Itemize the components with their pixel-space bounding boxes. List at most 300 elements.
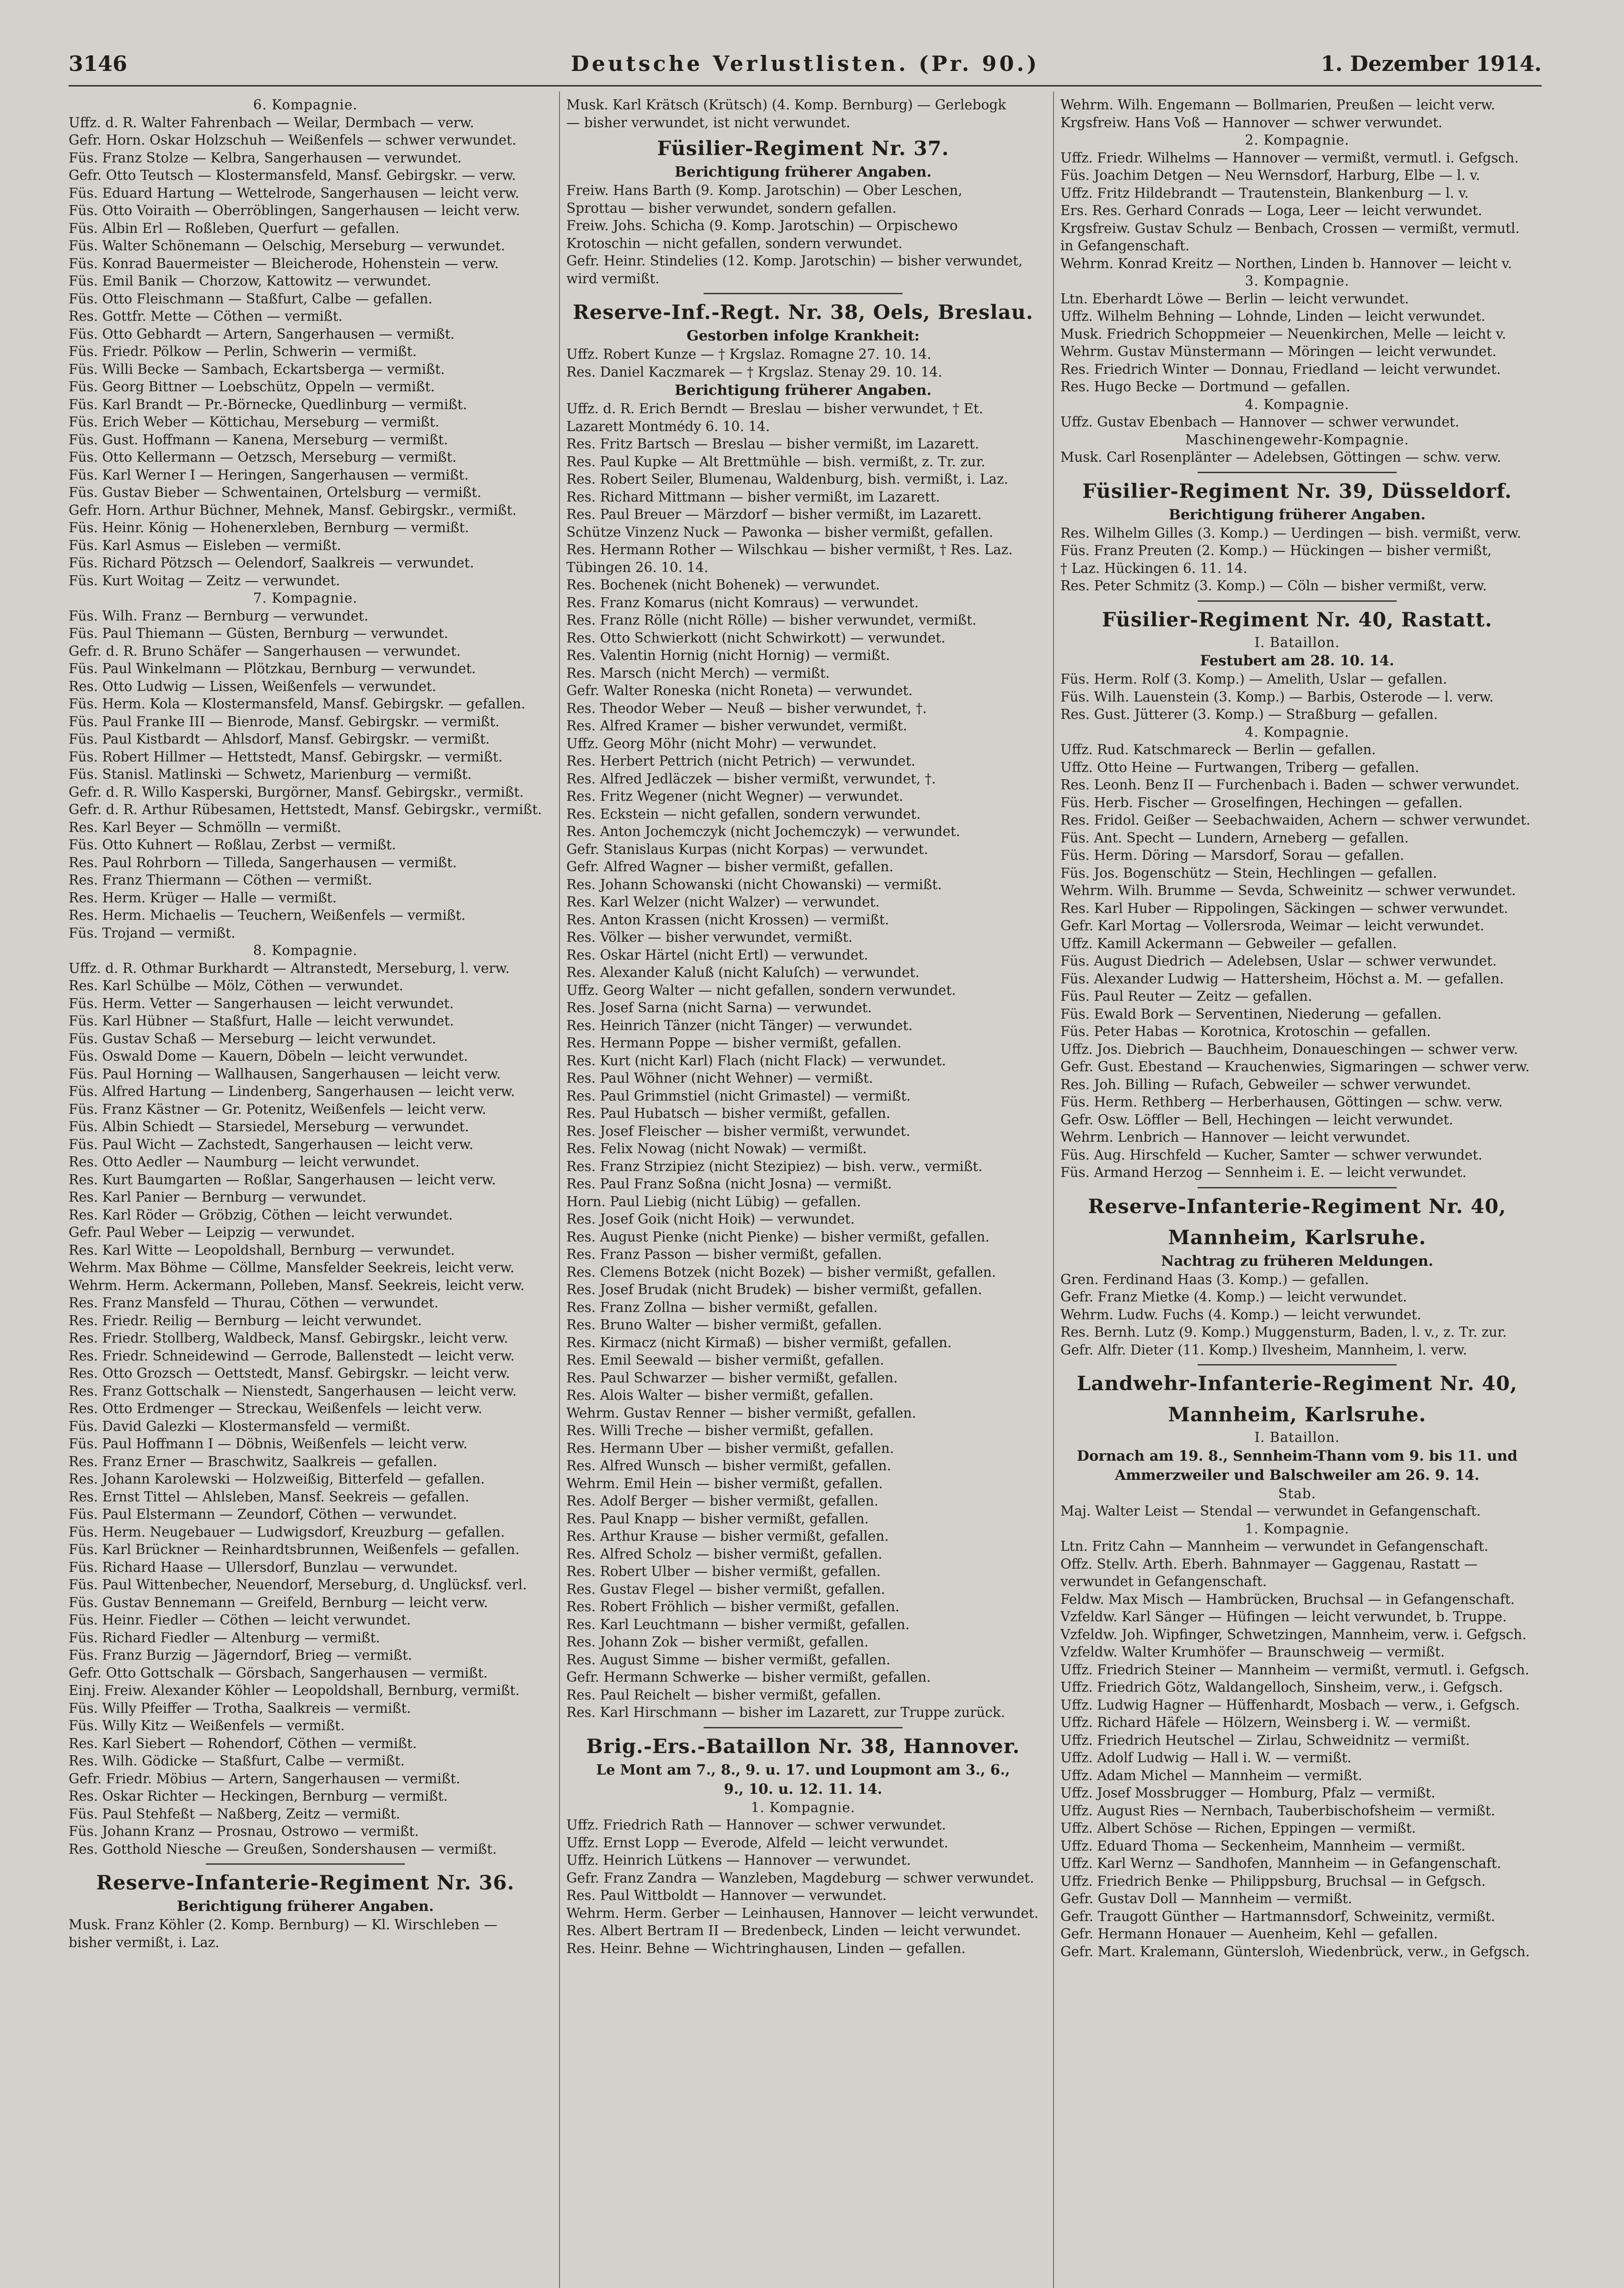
casualty-entry: Uffz. d. R. Erich Berndt — Breslau — bisher verwundet, † Et. — [566, 401, 984, 416]
casualty-entry: Füs. Karl Brückner — Reinhardtsbrunnen, Weißenfels — gefallen. — [69, 1542, 520, 1557]
casualty-entry: Füs. Armand Herzog — Sennheim i. E. — leicht verwundet. — [1060, 1165, 1467, 1180]
casualty-entry: Uffz. Rud. Katschmareck — Berlin — gefallen. — [1060, 742, 1376, 757]
casualty-entry: Res. Gotthold Niesche — Greußen, Sondershausen — vermißt. — [69, 1841, 497, 1857]
casualty-entry: Res. Alexander Kaluß (nicht Kaluſch) — verwundet. — [566, 965, 920, 980]
casualty-entry: Füs. Aug. Hirschfeld — Kucher, Samter — schwer verwundet. — [1060, 1147, 1483, 1163]
casualty-entry: Res. Bruno Walter — bisher vermißt, gefallen. — [566, 1317, 882, 1333]
casualty-entry: Res. Robert Seiler, Blumenau, Waldenburg, bish. vermißt, i. Laz. — [566, 471, 1008, 487]
casualty-entry: Wehrm. Herm. Gerber — Leinhausen, Hannover — leicht verwundet. — [566, 1905, 1039, 1921]
casualty-entry: Res. Wilh. Gödicke — Staßfurt, Calbe — vermißt. — [69, 1753, 405, 1769]
casualty-entry: Res. Richard Mittmann — bisher vermißt, im Lazarett. — [566, 489, 940, 505]
section-divider — [704, 293, 903, 294]
section-subheading: 9., 10. u. 12. 11. 14. — [724, 1781, 882, 1797]
casualty-entry: Res. Franz Erner — Braschwitz, Saalkreis — gefallen. — [69, 1453, 437, 1469]
casualty-entry: Füs. Paul Hoffmann I — Döbnis, Weißenfels — leicht verw. — [69, 1436, 468, 1452]
casualty-entry: Uffz. Adam Michel — Mannheim — vermißt. — [1060, 1767, 1363, 1783]
casualty-entry: Füs. Paul Wittenbecher, Neuendorf, Merseburg, d. Unglücksf. verl. — [69, 1577, 527, 1592]
casualty-entry: Gefr. Paul Weber — Leipzig — verwundet. — [69, 1225, 355, 1240]
casualty-entry: Wehrm. Wilh. Engemann — Bollmarien, Preußen — leicht verw. — [1060, 97, 1495, 113]
casualty-entry: Horn. Paul Liebig (nicht Lübig) — gefallen. — [566, 1193, 861, 1209]
section-subheading: Gestorben infolge Krankheit: — [686, 328, 920, 344]
column-3 — [1060, 96, 1534, 2288]
subsection-heading: 2. Kompagnie. — [1245, 132, 1350, 148]
casualty-entry: Res. Johann Zok — bisher vermißt, gefallen. — [566, 1634, 869, 1650]
casualty-entry: Wehrm. Emil Hein — bisher vermißt, gefallen. — [566, 1475, 883, 1491]
casualty-entry: Füs. Herm. Neugebauer — Ludwigsdorf, Kreuzburg — gefallen. — [69, 1524, 505, 1540]
casualty-entry: Füs. Herm. Rethberg — Herberhausen, Göttingen — schw. verw. — [1060, 1094, 1503, 1110]
casualty-entry: Res. Karl Leuchtmann — bisher vermißt, gefallen. — [566, 1616, 910, 1632]
casualty-entry: Feldw. Max Misch — Hambrücken, Bruchsal — in Gefangenschaft. — [1060, 1591, 1515, 1607]
casualty-entry: Musk. Franz Köhler (2. Komp. Bernburg) — Kl. Wirschleben — — [69, 1917, 498, 1932]
casualty-entry: † Laz. Hückingen 6. 11. 14. — [1060, 560, 1248, 576]
section-divider — [1198, 1187, 1397, 1188]
casualty-entry: Füs. Friedr. Pölkow — Perlin, Schwerin — vermißt. — [69, 344, 417, 359]
casualty-entry: Res. Theodor Weber — Neuß — bisher verwundet, †. — [566, 700, 927, 716]
casualty-entry: Res. Otto Grozsch — Oettstedt, Mansf. Gebirgskr. — leicht verw. — [69, 1365, 510, 1381]
casualty-entry: Gefr. Franz Zandra — Wanzleben, Magdeburg — schwer verwundet. — [566, 1870, 1034, 1886]
casualty-entry: Füs. Richard Fiedler — Altenburg — vermißt. — [69, 1630, 380, 1646]
casualty-entry: Res. Bernh. Lutz (9. Komp.) Muggensturm, Baden, l. v., z. Tr. zur. — [1060, 1324, 1507, 1340]
casualty-entry: Res. Fritz Bartsch — Breslau — bisher vermißt, im Lazarett. — [566, 436, 979, 452]
casualty-entry: Füs. Peter Habas — Korotnica, Krotoschin — gefallen. — [1060, 1024, 1431, 1039]
casualty-entry: Ltn. Eberhardt Löwe — Berlin — leicht verwundet. — [1060, 291, 1409, 307]
section-subheading: Nachtrag zu früheren Meldungen. — [1161, 1252, 1434, 1269]
casualty-entry: Füs. Paul Reuter — Zeitz — gefallen. — [1060, 988, 1312, 1004]
casualty-entry: Res. Fritz Wegener (nicht Wegner) — verwundet. — [566, 788, 903, 804]
casualty-entry: Res. Johann Schowanski (nicht Chowanski) — vermißt. — [566, 876, 942, 892]
casualty-entry: Res. Adolf Berger — bisher vermißt, gefallen. — [566, 1493, 879, 1509]
casualty-entry: Ers. Res. Gerhard Conrads — Loga, Leer — leicht verwundet. — [1060, 203, 1483, 218]
casualty-entry: Res. Marsch (nicht Merch) — vermißt. — [566, 665, 830, 681]
casualty-entry: Res. Paul Wittboldt — Hannover — verwundet. — [566, 1888, 887, 1903]
regiment-heading: Brig.-Ers.-Bataillon Nr. 38, Hannover. — [586, 1735, 1020, 1758]
section-subheading: Berichtigung früherer Angaben. — [177, 1898, 434, 1915]
casualty-entry: Res. Franz Gottschalk — Nienstedt, Sangerhausen — leicht verw. — [69, 1383, 517, 1399]
casualty-entry: Res. Friedr. Reilig — Bernburg — leicht verwundet. — [69, 1312, 422, 1328]
casualty-entry: Res. Eckstein — nicht gefallen, sondern verwundet. — [566, 806, 921, 822]
casualty-entry: Gefr. Otto Teutsch — Klostermansfeld, Mansf. Gebirgskr. — verw. — [69, 167, 516, 183]
casualty-entry: Uffz. Friedrich Rath — Hannover — schwer verwundet. — [566, 1817, 946, 1833]
regiment-heading: Füsilier-Regiment Nr. 40, Rastatt. — [1102, 608, 1493, 631]
casualty-entry: Uffz. Karl Wernz — Sandhofen, Mannheim — in Gefangenschaft. — [1060, 1856, 1501, 1871]
casualty-entry: Füs. Franz Stolze — Kelbra, Sangerhausen — verwundet. — [69, 150, 462, 166]
casualty-entry: Freiw. Johs. Schicha (9. Komp. Jarotschin) — Orpischewo — [566, 218, 958, 233]
casualty-entry: Uffz. Georg Walter — nicht gefallen, sondern verwundet. — [566, 982, 956, 998]
casualty-entry: Res. Valentin Hornig (nicht Hornig) — vermißt. — [566, 648, 890, 663]
casualty-entry: Füs. Alfred Hartung — Lindenberg, Sangerhausen — leicht verw. — [69, 1084, 515, 1099]
casualty-entry: Res. Arthur Krause — bisher vermißt, gefallen. — [566, 1528, 889, 1544]
casualty-entry: Uffz. Albert Schöse — Richen, Eppingen — vermißt. — [1060, 1820, 1416, 1836]
subsection-heading: I. Bataillon. — [1254, 1430, 1340, 1445]
subsection-heading: 4. Kompagnie. — [1245, 396, 1350, 412]
casualty-entry: Res. August Pienke (nicht Pienke) — bisher vermißt, gefallen. — [566, 1229, 990, 1245]
casualty-entry: Res. Karl Schülbe — Mölz, Cöthen — verwundet. — [69, 978, 403, 993]
regiment-heading: Mannheim, Karlsruhe. — [1168, 1226, 1426, 1249]
casualty-entry: Füs. Georg Bittner — Loebschütz, Oppeln — vermißt. — [69, 379, 435, 394]
casualty-entry: Res. Kurt Baumgarten — Roßlar, Sangerhausen — leicht verw. — [69, 1171, 496, 1187]
casualty-entry: Res. Franz Zollna — bisher vermißt, gefallen. — [566, 1299, 878, 1315]
casualty-entry: Res. Paul Knapp — bisher vermißt, gefallen. — [566, 1511, 869, 1527]
casualty-entry: Res. August Simme — bisher vermißt, gefallen. — [566, 1651, 891, 1667]
subsection-heading: 3. Kompagnie. — [1245, 273, 1350, 289]
casualty-entry: Res. Paul Breuer — Märzdorf — bisher vermißt, im Lazarett. — [566, 507, 982, 522]
casualty-entry: Res. Friedrich Winter — Donnau, Friedland — leicht verwundet. — [1060, 361, 1501, 377]
casualty-entry: Füs. Herm. Kola — Klostermansfeld, Mansf. Gebirgskr. — gefallen. — [69, 696, 526, 712]
column-divider — [1053, 92, 1054, 2288]
casualty-entry: Res. Franz Rölle (nicht Rölle) — bisher verwundet, vermißt. — [566, 612, 977, 628]
casualty-entry: Füs. Paul Wicht — Zachstedt, Sangerhausen — leicht verw. — [69, 1136, 473, 1152]
casualty-entry: Füs. Karl Hübner — Staßfurt, Halle — leicht verwundet. — [69, 1013, 454, 1029]
casualty-entry: Füs. David Galezki — Klostermansfeld — vermißt. — [69, 1418, 411, 1434]
casualty-entry: Res. Oskar Härtel (nicht Ertl) — verwundet. — [566, 947, 868, 963]
casualty-entry: Wehrm. Max Böhme — Cöllme, Mansfelder Seekreis, leicht verw. — [69, 1260, 515, 1275]
casualty-entry: bisher vermißt, i. Laz. — [69, 1934, 220, 1950]
section-divider — [1198, 472, 1397, 473]
casualty-entry: Res. Josef Brudak (nicht Brudek) — bisher vermißt, gefallen. — [566, 1282, 982, 1297]
casualty-entry: Res. Herm. Michaelis — Teuchern, Weißenfels — vermißt. — [69, 907, 466, 923]
casualty-entry: Füs. Joachim Detgen — Neu Wernsdorf, Harburg, Elbe — l. v. — [1060, 167, 1480, 183]
column-1 — [69, 96, 542, 2288]
casualty-entry: Res. Otto Schwierkott (nicht Schwirkott) — verwundet. — [566, 630, 946, 646]
casualty-entry: Res. Karl Siebert — Rohendorf, Cöthen — vermißt. — [69, 1735, 417, 1751]
casualty-entry: Res. Clemens Botzek (nicht Bozek) — bisher vermißt, gefallen. — [566, 1264, 996, 1280]
casualty-entry: Res. Karl Hirschmann — bisher im Lazarett, zur Truppe zurück. — [566, 1705, 1006, 1720]
casualty-entry: Res. Josef Fleischer — bisher vermißt, verwundet. — [566, 1123, 910, 1139]
casualty-entry: Füs. Gust. Hoffmann — Kanena, Merseburg — vermißt. — [69, 432, 448, 448]
casualty-entry: Res. Paul Franz Soßna (nicht Josna) — vermißt. — [566, 1176, 892, 1192]
casualty-entry: Füs. Konrad Bauermeister — Bleicherode, Hohenstein — verw. — [69, 255, 499, 271]
casualty-entry: Res. Oskar Richter — Heckingen, Bernburg — vermißt. — [69, 1788, 448, 1804]
regiment-heading: Mannheim, Karlsruhe. — [1168, 1403, 1426, 1426]
casualty-entry: Uffz. Heinrich Lütkens — Hannover — verwundet. — [566, 1852, 911, 1868]
casualty-entry: Uffz. Friedrich Benke — Philippsburg, Bruchsal — in Gefgsch. — [1060, 1873, 1486, 1889]
section-divider — [206, 1863, 405, 1865]
casualty-entry: Musk. Carl Rosenplänter — Adelebsen, Göttingen — schw. verw. — [1060, 449, 1501, 465]
page-number: 3146 — [69, 51, 128, 76]
casualty-entry: Res. Karl Panier — Bernburg — verwundet. — [69, 1189, 366, 1205]
casualty-entry: Gefr. Franz Mietke (4. Komp.) — leicht verwundet. — [1060, 1289, 1407, 1305]
casualty-entry: Füs. Richard Haase — Ullersdorf, Bunzlau — verwundet. — [69, 1559, 458, 1575]
casualty-entry: Res. Robert Ulber — bisher vermißt, gefallen. — [566, 1564, 881, 1579]
subsection-heading: 1. Kompagnie. — [1245, 1521, 1350, 1537]
casualty-entry: Ltn. Fritz Cahn — Mannheim — verwundet in Gefangenschaft. — [1060, 1538, 1489, 1554]
casualty-entry: Uffz. Friedrich Götz, Waldangelloch, Sinsheim, verw., i. Gefgsch. — [1060, 1679, 1503, 1695]
section-subheading: Berichtigung früherer Angaben. — [674, 382, 932, 399]
casualty-entry: Füs. Erich Weber — Köttichau, Merseburg — vermißt. — [69, 414, 440, 430]
casualty-entry: Füs. Eduard Hartung — Wettelrode, Sangerhausen — leicht verw. — [69, 185, 520, 201]
casualty-entry: Res. Heinr. Behne — Wichtringhausen, Linden — gefallen. — [566, 1940, 966, 1956]
casualty-entry: Uffz. Kamill Ackermann — Gebweiler — gefallen. — [1060, 935, 1397, 951]
casualty-entry: Füs. Paul Franke III — Bienrode, Mansf. Gebirgskr. — vermißt. — [69, 713, 500, 729]
casualty-entry: Res. Friedr. Schneidewind — Gerrode, Ballenstedt — leicht verw. — [69, 1348, 515, 1364]
casualty-entry: Res. Karl Huber — Rippolingen, Säckingen — schwer verwundet. — [1060, 900, 1508, 916]
section-divider — [1198, 600, 1397, 602]
casualty-entry: Uffz. Adolf Ludwig — Hall i. W. — vermißt. — [1060, 1750, 1352, 1765]
casualty-entry: Gefr. d. R. Willo Kasperski, Burgörner, Mansf. Gebirgskr., vermißt. — [69, 784, 524, 800]
section-subheading: Festubert am 28. 10. 14. — [1200, 653, 1394, 669]
casualty-entry: Füs. Franz Preuten (2. Komp.) — Hückingen — bisher vermißt, — [1060, 543, 1492, 558]
casualty-entry: Füs. Robert Hillmer — Hettstedt, Mansf. Gebirgskr. — vermißt. — [69, 749, 503, 765]
casualty-entry: Gefr. Karl Mortag — Vollersroda, Weimar — leicht verwundet. — [1060, 918, 1484, 934]
casualty-entry: Füs. Paul Winkelmann — Plötzkau, Bernburg — verwundet. — [69, 661, 476, 676]
subsection-heading: 4. Kompagnie. — [1245, 724, 1350, 740]
casualty-entry: Res. Alfred Wunsch — bisher vermißt, gefallen. — [566, 1458, 891, 1473]
casualty-entry: Füs. Paul Stehfeßt — Naßberg, Zeitz — vermißt. — [69, 1806, 400, 1822]
section-subheading: Ammerzweiler und Balschweiler am 26. 9. 14. — [1115, 1467, 1479, 1484]
casualty-entry: Maj. Walter Leist — Stendal — verwundet in Gefangenschaft. — [1060, 1503, 1481, 1519]
casualty-entry: Res. Emil Seewald — bisher vermißt, gefallen. — [566, 1352, 884, 1368]
casualty-entry: Füs. Albin Erl — Roßleben, Querfurt — gefallen. — [69, 220, 400, 236]
casualty-entry: Res. Willi Treche — bisher vermißt, gefallen. — [566, 1423, 874, 1438]
casualty-entry: Lazarett Montmédy 6. 10. 14. — [566, 418, 770, 434]
casualty-entry: Gefr. Osw. Löffler — Bell, Hechingen — leicht verwundet. — [1060, 1112, 1453, 1128]
casualty-entry: Res. Völker — bisher verwundet, vermißt. — [566, 929, 853, 945]
section-divider — [1198, 1364, 1397, 1365]
casualty-entry: Füs. Otto Fleischmann — Staßfurt, Calbe — gefallen. — [69, 291, 433, 307]
casualty-entry: Füs. Herm. Döring — Marsdorf, Sorau — gefallen. — [1060, 847, 1404, 863]
casualty-entry: Res. Franz Mansfeld — Thurau, Cöthen — verwundet. — [69, 1295, 439, 1311]
casualty-entry: Füs. Otto Kuhnert — Roßlau, Zerbst — vermißt. — [69, 837, 396, 853]
casualty-entry: Res. Josef Sarna (nicht Sarna) — verwundet. — [566, 1000, 872, 1015]
casualty-entry: Uffz. Friedrich Steiner — Mannheim — vermißt, vermutl. i. Gefgsch. — [1060, 1662, 1529, 1678]
publication-title: Deutsche Verlustlisten. (Pr. 90.) — [570, 51, 1040, 76]
casualty-entry: Vzfeldw. Karl Sänger — Hüfingen — leicht verwundet, b. Truppe. — [1060, 1609, 1507, 1624]
subsection-heading: I. Bataillon. — [1254, 634, 1340, 650]
casualty-entry: Res. Bochenek (nicht Bohenek) — verwundet. — [566, 577, 880, 593]
casualty-entry: wird vermißt. — [566, 270, 660, 286]
casualty-entry: Res. Anton Krassen (nicht Krossen) — vermißt. — [566, 912, 889, 928]
casualty-entry: Gefr. Traugott Günther — Hartmannsdorf, Schweinitz, vermißt. — [1060, 1908, 1495, 1924]
casualty-entry: — bisher verwundet, ist nicht verwundet. — [566, 114, 850, 130]
casualty-entry: Füs. Willy Kitz — Weißenfels — vermißt. — [69, 1718, 345, 1733]
casualty-entry: Füs. Heinr. König — Hohenerxleben, Bernburg — vermißt. — [69, 520, 469, 535]
casualty-entry: Uffz. Otto Heine — Furtwangen, Triberg — gefallen. — [1060, 759, 1420, 775]
section-subheading: Berichtigung früherer Angaben. — [674, 164, 932, 180]
casualty-entry: Füs. Karl Brandt — Pr.-Börnecke, Quedlinburg — vermißt. — [69, 396, 468, 412]
casualty-entry: Uffz. Eduard Thoma — Seckenheim, Mannheim — vermißt. — [1060, 1838, 1466, 1854]
issue-date: 1. Dezember 1914. — [1321, 51, 1542, 76]
casualty-entry: Krgsfreiw. Hans Voß — Hannover — schwer verwundet. — [1060, 114, 1443, 130]
casualty-entry: Füs. Paul Horning — Wallhausen, Sangerhausen — leicht verw. — [69, 1066, 501, 1082]
regiment-heading: Reserve-Infanterie-Regiment Nr. 40, — [1088, 1195, 1506, 1218]
casualty-entry: Wehrm. Herm. Ackermann, Polleben, Mansf. Seekreis, leicht verw. — [69, 1277, 525, 1293]
casualty-entry: Gefr. Hermann Honauer — Auenheim, Kehl — gefallen. — [1060, 1926, 1438, 1942]
casualty-entry: Wehrm. Gustav Münstermann — Möringen — leicht verwundet. — [1060, 344, 1497, 359]
casualty-entry: Uffz. August Ries — Nernbach, Tauberbischofsheim — vermißt. — [1060, 1802, 1495, 1819]
casualty-entry: Vzfeldw. Joh. Wipfinger, Schwetzingen, Mannheim, verw. i. Gefgsch. — [1060, 1626, 1527, 1642]
column-divider — [559, 92, 560, 2288]
casualty-entry: Füs. August Diedrich — Adelebsen, Uslar — schwer verwundet. — [1060, 953, 1497, 969]
casualty-entry: Res. Hermann Uber — bisher vermißt, gefallen. — [566, 1440, 894, 1456]
casualty-entry: Res. Otto Ludwig — Lissen, Weißenfels — verwundet. — [69, 678, 436, 694]
casualty-entry: Wehrm. Gustav Renner — bisher vermißt, gefallen. — [566, 1405, 916, 1421]
casualty-entry: Uffz. Gustav Ebenbach — Hannover — schwer verwundet. — [1060, 414, 1459, 430]
casualty-entry: Sprottau — bisher verwundet, sondern gefallen. — [566, 200, 897, 216]
casualty-entry: Gefr. Mart. Kralemann, Güntersloh, Wiedenbrück, verw., in Gefgsch. — [1060, 1943, 1530, 1959]
casualty-entry: Füs. Herb. Fischer — Groselfingen, Hechingen — gefallen. — [1060, 794, 1463, 810]
casualty-entry: Füs. Paul Thiemann — Güsten, Bernburg — verwundet. — [69, 626, 448, 641]
casualty-entry: Res. Gottfr. Mette — Cöthen — vermißt. — [69, 308, 343, 324]
casualty-entry: in Gefangenschaft. — [1060, 238, 1190, 254]
casualty-entry: Füs. Otto Kellermann — Oetzsch, Merseburg — vermißt. — [69, 449, 457, 465]
casualty-entry: Füs. Willi Becke — Sambach, Eckartsberga — vermißt. — [69, 361, 445, 377]
casualty-entry: Musk. Friedrich Schoppmeier — Neuenkirchen, Melle — leicht v. — [1060, 326, 1506, 342]
casualty-entry: Füs. Paul Kistbardt — Ahlsdorf, Mansf. Gebirgskr. — vermißt. — [69, 731, 490, 747]
casualty-entry: Füs. Heinr. Fiedler — Cöthen — leicht verwundet. — [69, 1612, 411, 1628]
casualty-entry: Gefr. Heinr. Stindelies (12. Komp. Jarotschin) — bisher verwundet, — [566, 253, 1023, 269]
casualty-entry: Res. Kirmacz (nicht Kirmaß) — bisher vermißt, gefallen. — [566, 1334, 952, 1350]
casualty-entry: Res. Wilhelm Gilles (3. Komp.) — Uerdingen — bish. vermißt, verw. — [1060, 525, 1522, 541]
casualty-entry: Uffz. d. R. Walter Fahrenbach — Weilar, Dermbach — verw. — [69, 114, 474, 130]
section-divider — [704, 1727, 903, 1728]
casualty-entry: Füs. Karl Werner I — Heringen, Sangerhausen — vermißt. — [69, 467, 469, 483]
casualty-entry: Res. Franz Thiermann — Cöthen — vermißt. — [69, 872, 372, 888]
casualty-entry: Gefr. d. R. Arthur Rübesamen, Hettstedt, Mansf. Gebirgskr., vermißt. — [69, 802, 542, 817]
casualty-entry: Res. Karl Witte — Leopoldshall, Bernburg — verwundet. — [69, 1242, 455, 1258]
casualty-entry: Wehrm. Lenbrich — Hannover — leicht verwundet. — [1060, 1129, 1411, 1145]
section-subheading: Dornach am 19. 8., Sennheim-Thann vom 9. bis 11. und — [1076, 1447, 1517, 1464]
casualty-entry: Füs. Otto Voiraith — Oberröblingen, Sangerhausen — leicht verw. — [69, 203, 520, 218]
casualty-entry: Res. Paul Hubatsch — bisher vermißt, gefallen. — [566, 1106, 891, 1121]
casualty-entry: Füs. Herm. Vetter — Sangerhausen — leicht verwundet. — [69, 995, 454, 1011]
casualty-entry: Gefr. Friedr. Möbius — Artern, Sangerhausen — vermißt. — [69, 1770, 461, 1786]
casualty-entry: Res. Hermann Rother — Wilschkau — bisher vermißt, † Res. Laz. — [566, 542, 1013, 557]
casualty-entry: Res. Hermann Poppe — bisher vermißt, gefallen. — [566, 1035, 902, 1051]
casualty-entry: Uffz. Ernst Lopp — Everode, Alfeld — leicht verwundet. — [566, 1835, 948, 1851]
casualty-entry: Res. Alfred Kramer — bisher verwundet, vermißt. — [566, 718, 907, 734]
column-2 — [566, 96, 1040, 2288]
casualty-entry: Füs. Emil Banik — Chorzow, Kattowitz — verwundet. — [69, 273, 431, 289]
casualty-entry: Res. Fridol. Geißer — Seebachwaiden, Achern — schwer verwundet. — [1060, 812, 1531, 828]
casualty-entry: Res. Alfred Jedläczek — bisher vermißt, verwundet, †. — [566, 771, 936, 787]
regiment-heading: Füsilier-Regiment Nr. 37. — [657, 137, 949, 160]
page-header — [69, 51, 1542, 83]
casualty-entry: Füs. Herm. Rolf (3. Komp.) — Amelith, Uslar — gefallen. — [1060, 671, 1447, 687]
casualty-entry: Gren. Ferdinand Haas (3. Komp.) — gefallen. — [1060, 1271, 1369, 1287]
casualty-entry: Res. Paul Grimmstiel (nicht Grimastel) — vermißt. — [566, 1088, 911, 1104]
casualty-entry: Res. Felix Nowag (nicht Nowak) — vermißt. — [566, 1141, 867, 1156]
casualty-entry: Uffz. d. R. Othmar Burkhardt — Altranstedt, Merseburg, l. verw. — [69, 960, 510, 976]
casualty-entry: Res. Daniel Kaczmarek — † Krgslaz. Stenay 29. 10. 14. — [566, 364, 942, 380]
casualty-entry: Res. Joh. Billing — Rufach, Gebweiler — schwer verwundet. — [1060, 1076, 1471, 1092]
casualty-entry: Res. Heinrich Tänzer (nicht Tänger) — verwundet. — [566, 1017, 913, 1033]
casualty-entry: Füs. Albin Schiedt — Starsiedel, Merseburg — verwundet. — [69, 1119, 469, 1134]
casualty-entry: Füs. Kurt Woitag — Zeitz — verwundet. — [69, 572, 340, 588]
casualty-entry: Füs. Karl Asmus — Eisleben — vermißt. — [69, 537, 341, 553]
casualty-entry: Gefr. Horn. Arthur Büchner, Mehnek, Mansf. Gebirgskr., vermißt. — [69, 502, 517, 518]
casualty-entry: Res. Alois Walter — bisher vermißt, gefallen. — [566, 1387, 874, 1403]
casualty-entry: Füs. Gustav Schaß — Merseburg — leicht verwundet. — [69, 1031, 436, 1047]
casualty-entry: Res. Alfred Scholz — bisher vermißt, gefallen. — [566, 1546, 882, 1562]
casualty-entry: Tübingen 26. 10. 14. — [566, 559, 709, 575]
casualty-entry: Freiw. Hans Barth (9. Komp. Jarotschin) — Ober Leschen, — [566, 183, 963, 198]
casualty-entry: Gefr. Gustav Doll — Mannheim — vermißt. — [1060, 1891, 1352, 1906]
section-subheading: Le Mont am 7., 8., 9. u. 17. und Loupmont am 3., 6., — [596, 1761, 1010, 1778]
casualty-entry: Gefr. Stanislaus Kurpas (nicht Korpas) — verwundet. — [566, 841, 929, 857]
casualty-entry: Uffz. Friedr. Wilhelms — Hannover — vermißt, vermutl. i. Gefgsch. — [1060, 150, 1519, 166]
casualty-entry: Füs. Johann Kranz — Prosnau, Ostrowo — vermißt. — [69, 1824, 419, 1839]
casualty-entry: Schütze Vinzenz Nuck — Pawonka — bisher vermißt, gefallen. — [566, 524, 994, 540]
subsection-heading: Stab. — [1278, 1485, 1316, 1501]
casualty-entry: Uffz. Wilhelm Behning — Lohnde, Linden — leicht verwundet. — [1060, 308, 1485, 324]
casualty-entry: Res. Otto Aedler — Naumburg — leicht verwundet. — [69, 1154, 420, 1170]
casualty-entry: Res. Franz Strzipiez (nicht Stezipiez) — bish. verw., vermißt. — [566, 1158, 983, 1174]
casualty-entry: Gefr. Walter Roneska (nicht Roneta) — verwundet. — [566, 683, 913, 698]
casualty-entry: Res. Kurt (nicht Karl) Flach (nicht Flack) — verwundet. — [566, 1052, 946, 1068]
regiment-heading: Reserve-Infanterie-Regiment Nr. 36. — [96, 1872, 515, 1894]
casualty-entry: Wehrm. Ludw. Fuchs (4. Komp.) — leicht verwundet. — [1060, 1306, 1421, 1322]
casualty-entry: Res. Paul Rohrborn — Tilleda, Sangerhausen — vermißt. — [69, 854, 457, 870]
casualty-entry: Uffz. Josef Mossbrugger — Homburg, Pfalz — vermißt. — [1060, 1785, 1436, 1801]
casualty-entry: Uffz. Richard Häfele — Hölzern, Weinsberg i. W. — vermißt. — [1060, 1715, 1471, 1730]
casualty-entry: Füs. Stanisl. Matlinski — Schwetz, Marienburg — vermißt. — [69, 766, 472, 782]
header-rule — [69, 85, 1542, 86]
casualty-entry: Offz. Stellv. Arth. Eberh. Bahnmayer — Gaggenau, Rastatt — — [1060, 1556, 1478, 1572]
casualty-entry: Res. Anton Jochemczyk (nicht Jochemczyk) — verwundet. — [566, 824, 961, 839]
casualty-entry: Füs. Richard Pötzsch — Oelendorf, Saalkreis — verwundet. — [69, 555, 474, 571]
casualty-entry: Res. Paul Wöhner (nicht Wehner) — vermißt. — [566, 1070, 873, 1086]
casualty-entry: Vzfeldw. Walter Krumhöfer — Braunschweig — vermißt. — [1060, 1644, 1445, 1660]
casualty-entry: Gefr. Horn. Oskar Holzschuh — Weißenfels — schwer verwundet. — [69, 132, 516, 148]
casualty-entry: Gefr. Alfr. Dieter (11. Komp.) Ilvesheim, Mannheim, l. verw. — [1060, 1342, 1468, 1358]
casualty-entry: Füs. Franz Burzig — Jägerndorf, Brieg — vermißt. — [69, 1647, 412, 1663]
casualty-entry: Füs. Trojand — vermißt. — [69, 925, 236, 941]
casualty-entry: Füs. Wilh. Franz — Bernburg — verwundet. — [69, 608, 369, 624]
casualty-entry: Res. Gust. Jütterer (3. Komp.) — Straßburg — gefallen. — [1060, 707, 1438, 722]
casualty-entry: Krotoschin — nicht gefallen, sondern verwundet. — [566, 235, 903, 251]
casualty-entry: Füs. Walter Schönemann — Oelschig, Merseburg — verwundet. — [69, 238, 505, 254]
casualty-entry: Gefr. Hermann Schwerke — bisher vermißt, gefallen. — [566, 1669, 931, 1685]
subsection-heading: 8. Kompagnie. — [253, 943, 358, 958]
casualty-entry: Res. Franz Passon — bisher vermißt, gefallen. — [566, 1247, 882, 1262]
casualty-entry: Uffz. Fritz Hildebrandt — Trautenstein, Blankenburg — l. v. — [1060, 185, 1469, 201]
casualty-entry: Res. Friedr. Stollberg, Waldbeck, Mansf. Gebirgskr., leicht verw. — [69, 1330, 508, 1346]
section-subheading: Berichtigung früherer Angaben. — [1168, 506, 1426, 523]
casualty-entry: Füs. Gustav Bieber — Schwentainen, Ortelsburg — vermißt. — [69, 485, 482, 500]
casualty-entry: Res. Franz Komarus (nicht Komraus) — verwundet. — [566, 594, 919, 610]
casualty-entry: Wehrm. Wilh. Brumme — Sevda, Schweinitz — schwer verwundet. — [1060, 883, 1516, 898]
casualty-entry: Res. Josef Goik (nicht Hoik) — verwundet. — [566, 1211, 855, 1227]
casualty-entry: Einj. Freiw. Alexander Köhler — Leopoldshall, Bernburg, vermißt. — [69, 1683, 520, 1698]
casualty-entry: Uffz. Robert Kunze — † Krgslaz. Romagne 27. 10. 14. — [566, 346, 931, 362]
casualty-entry: Füs. Ant. Specht — Lundern, Arneberg — gefallen. — [1060, 830, 1409, 846]
casualty-entry: Uffz. Friedrich Heutschel — Zirlau, Schweidnitz — vermißt. — [1060, 1732, 1470, 1748]
subsection-heading: Maschinengewehr-Kompagnie. — [1185, 432, 1409, 448]
subsection-heading: 1. Kompagnie. — [751, 1799, 855, 1815]
casualty-entry: Res. Karl Röder — Gröbzig, Cöthen — leicht verwundet. — [69, 1207, 453, 1223]
casualty-entry: Res. Leonh. Benz II — Furchenbach i. Baden — schwer verwundet. — [1060, 777, 1520, 793]
casualty-entry: Uffz. Georg Möhr (nicht Mohr) — verwundet. — [566, 735, 877, 751]
casualty-entry: Res. Paul Reichelt — bisher vermißt, gefallen. — [566, 1687, 882, 1703]
casualty-entry: Res. Paul Schwarzer — bisher vermißt, gefallen. — [566, 1370, 898, 1386]
casualty-entry: Res. Karl Welzer (nicht Walzer) — verwundet. — [566, 894, 880, 910]
casualty-entry: Gefr. Gust. Ebestand — Krauchenwies, Sigmaringen — schwer verw. — [1060, 1059, 1530, 1074]
casualty-entry: Res. Peter Schmitz (3. Komp.) — Cöln — bisher vermißt, verw. — [1060, 578, 1487, 594]
casualty-entry: Füs. Paul Elstermann — Zeundorf, Cöthen — verwundet. — [69, 1506, 457, 1522]
casualty-entry: Füs. Ewald Bork — Serventinen, Niederung — gefallen. — [1060, 1006, 1442, 1022]
casualty-entry: Füs. Oswald Dome — Kauern, Döbeln — leicht verwundet. — [69, 1048, 468, 1064]
casualty-entry: Res. Paul Kupke — Alt Brettmühle — bish. vermißt, z. Tr. zur. — [566, 453, 985, 469]
casualty-entry: Füs. Wilh. Lauenstein (3. Komp.) — Barbis, Osterode — l. verw. — [1060, 689, 1494, 705]
casualty-entry: Füs. Franz Kästner — Gr. Potenitz, Weißenfels — leicht verw. — [69, 1101, 486, 1117]
regiment-heading: Reserve-Inf.-Regt. Nr. 38, Oels, Breslau. — [573, 301, 1033, 324]
casualty-entry: Füs. Willy Pfeiffer — Trotha, Saalkreis — vermißt. — [69, 1700, 411, 1716]
casualty-entry: verwundet in Gefangenschaft. — [1060, 1574, 1267, 1589]
subsection-heading: 7. Kompagnie. — [253, 590, 358, 606]
casualty-entry: Füs. Otto Gebhardt — Artern, Sangerhausen — vermißt. — [69, 326, 455, 342]
casualty-entry: Res. Karl Beyer — Schmölln — vermißt. — [69, 819, 341, 835]
regiment-heading: Füsilier-Regiment Nr. 39, Düsseldorf. — [1082, 480, 1512, 503]
